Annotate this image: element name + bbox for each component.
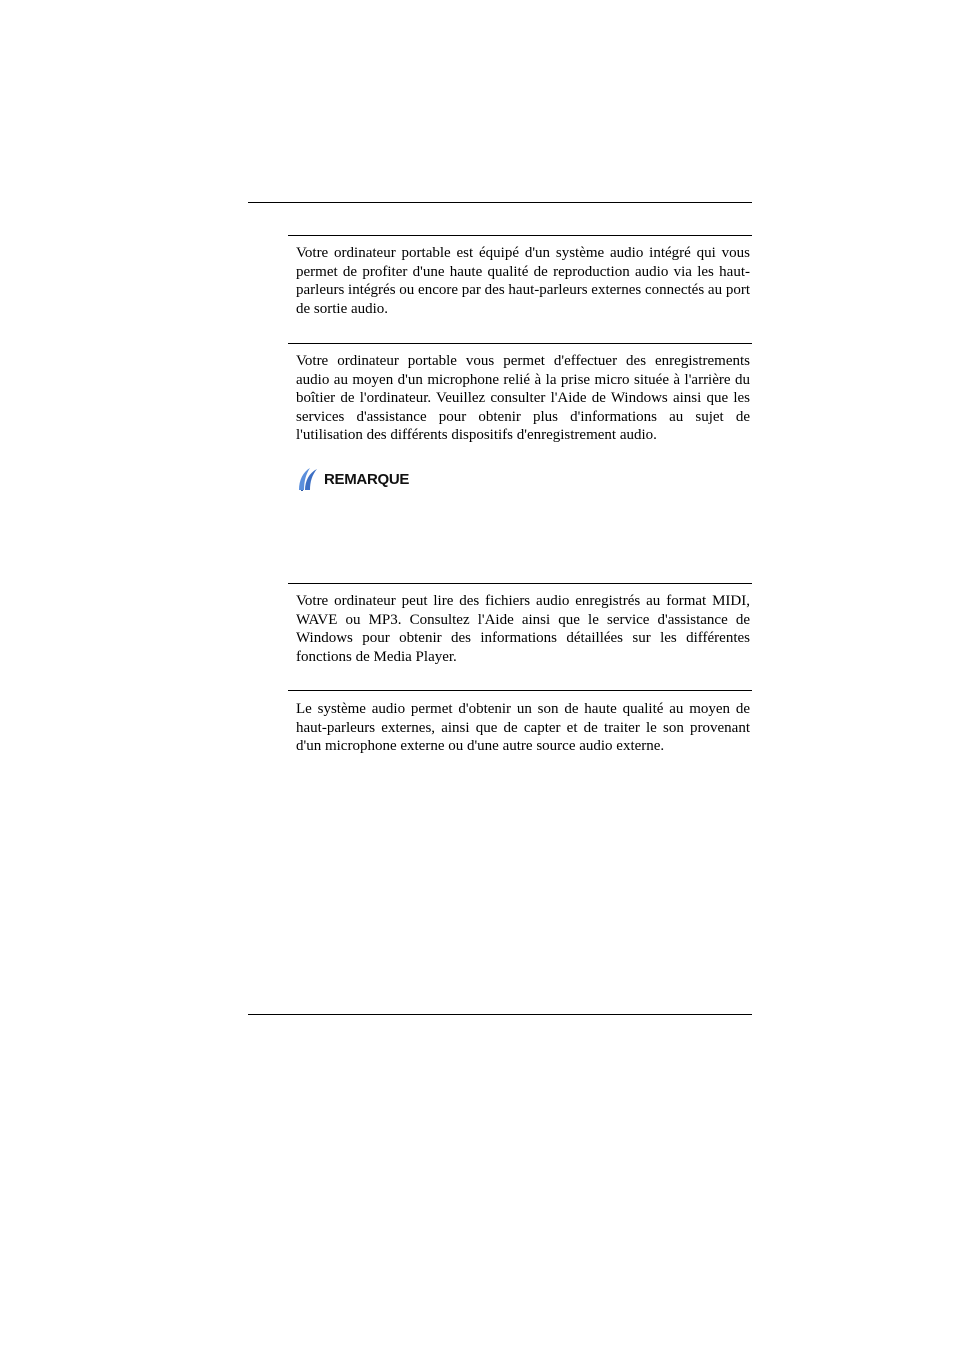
audio-recording-paragraph: Votre ordinateur portable vous permet d'effectuer des enregistrements audio au moyen d'un microphone relié à la prise micro située à l'arrière du boîtier de l'ordinateur. Veuillez consulter l'Aide de Windows ainsi que les services d'assistance pour obtenir plus d'informations au sujet de l'utilisation des différents dispositifs d'enregistrement audio. [296, 353, 750, 443]
note-label: REMARQUE [324, 470, 410, 488]
section-divider-4 [288, 690, 752, 691]
note-feather-icon [296, 466, 320, 492]
section-divider-2 [288, 343, 752, 344]
audio-system-paragraph: Le système audio permet d'obtenir un son de haute qualité au moyen de haut-parleurs externes, ainsi que de capter et de traiter le son provenant d'un microphone externe ou d'une autre source audio externe. [296, 701, 750, 754]
page-bottom-rule [248, 1014, 752, 1015]
note-callout [296, 466, 409, 492]
audio-intro-paragraph: Votre ordinateur portable est équipé d'un système audio intégré qui vous permet de profiter d'une haute qualité de reproduction audio via les haut-parleurs intégrés ou encore par des haut-parleurs externes connectés au port de sortie audio. [296, 245, 750, 317]
section-divider-3 [288, 583, 752, 584]
section-divider-1 [288, 235, 752, 236]
media-playback-paragraph: Votre ordinateur peut lire des fichiers audio enregistrés au format MIDI, WAVE ou MP3. Consultez l'Aide ainsi que le service d'assistance de Windows pour obtenir des informations détaillées sur les différentes fonctions de Media Player. [296, 593, 750, 665]
page-top-rule [248, 202, 752, 203]
